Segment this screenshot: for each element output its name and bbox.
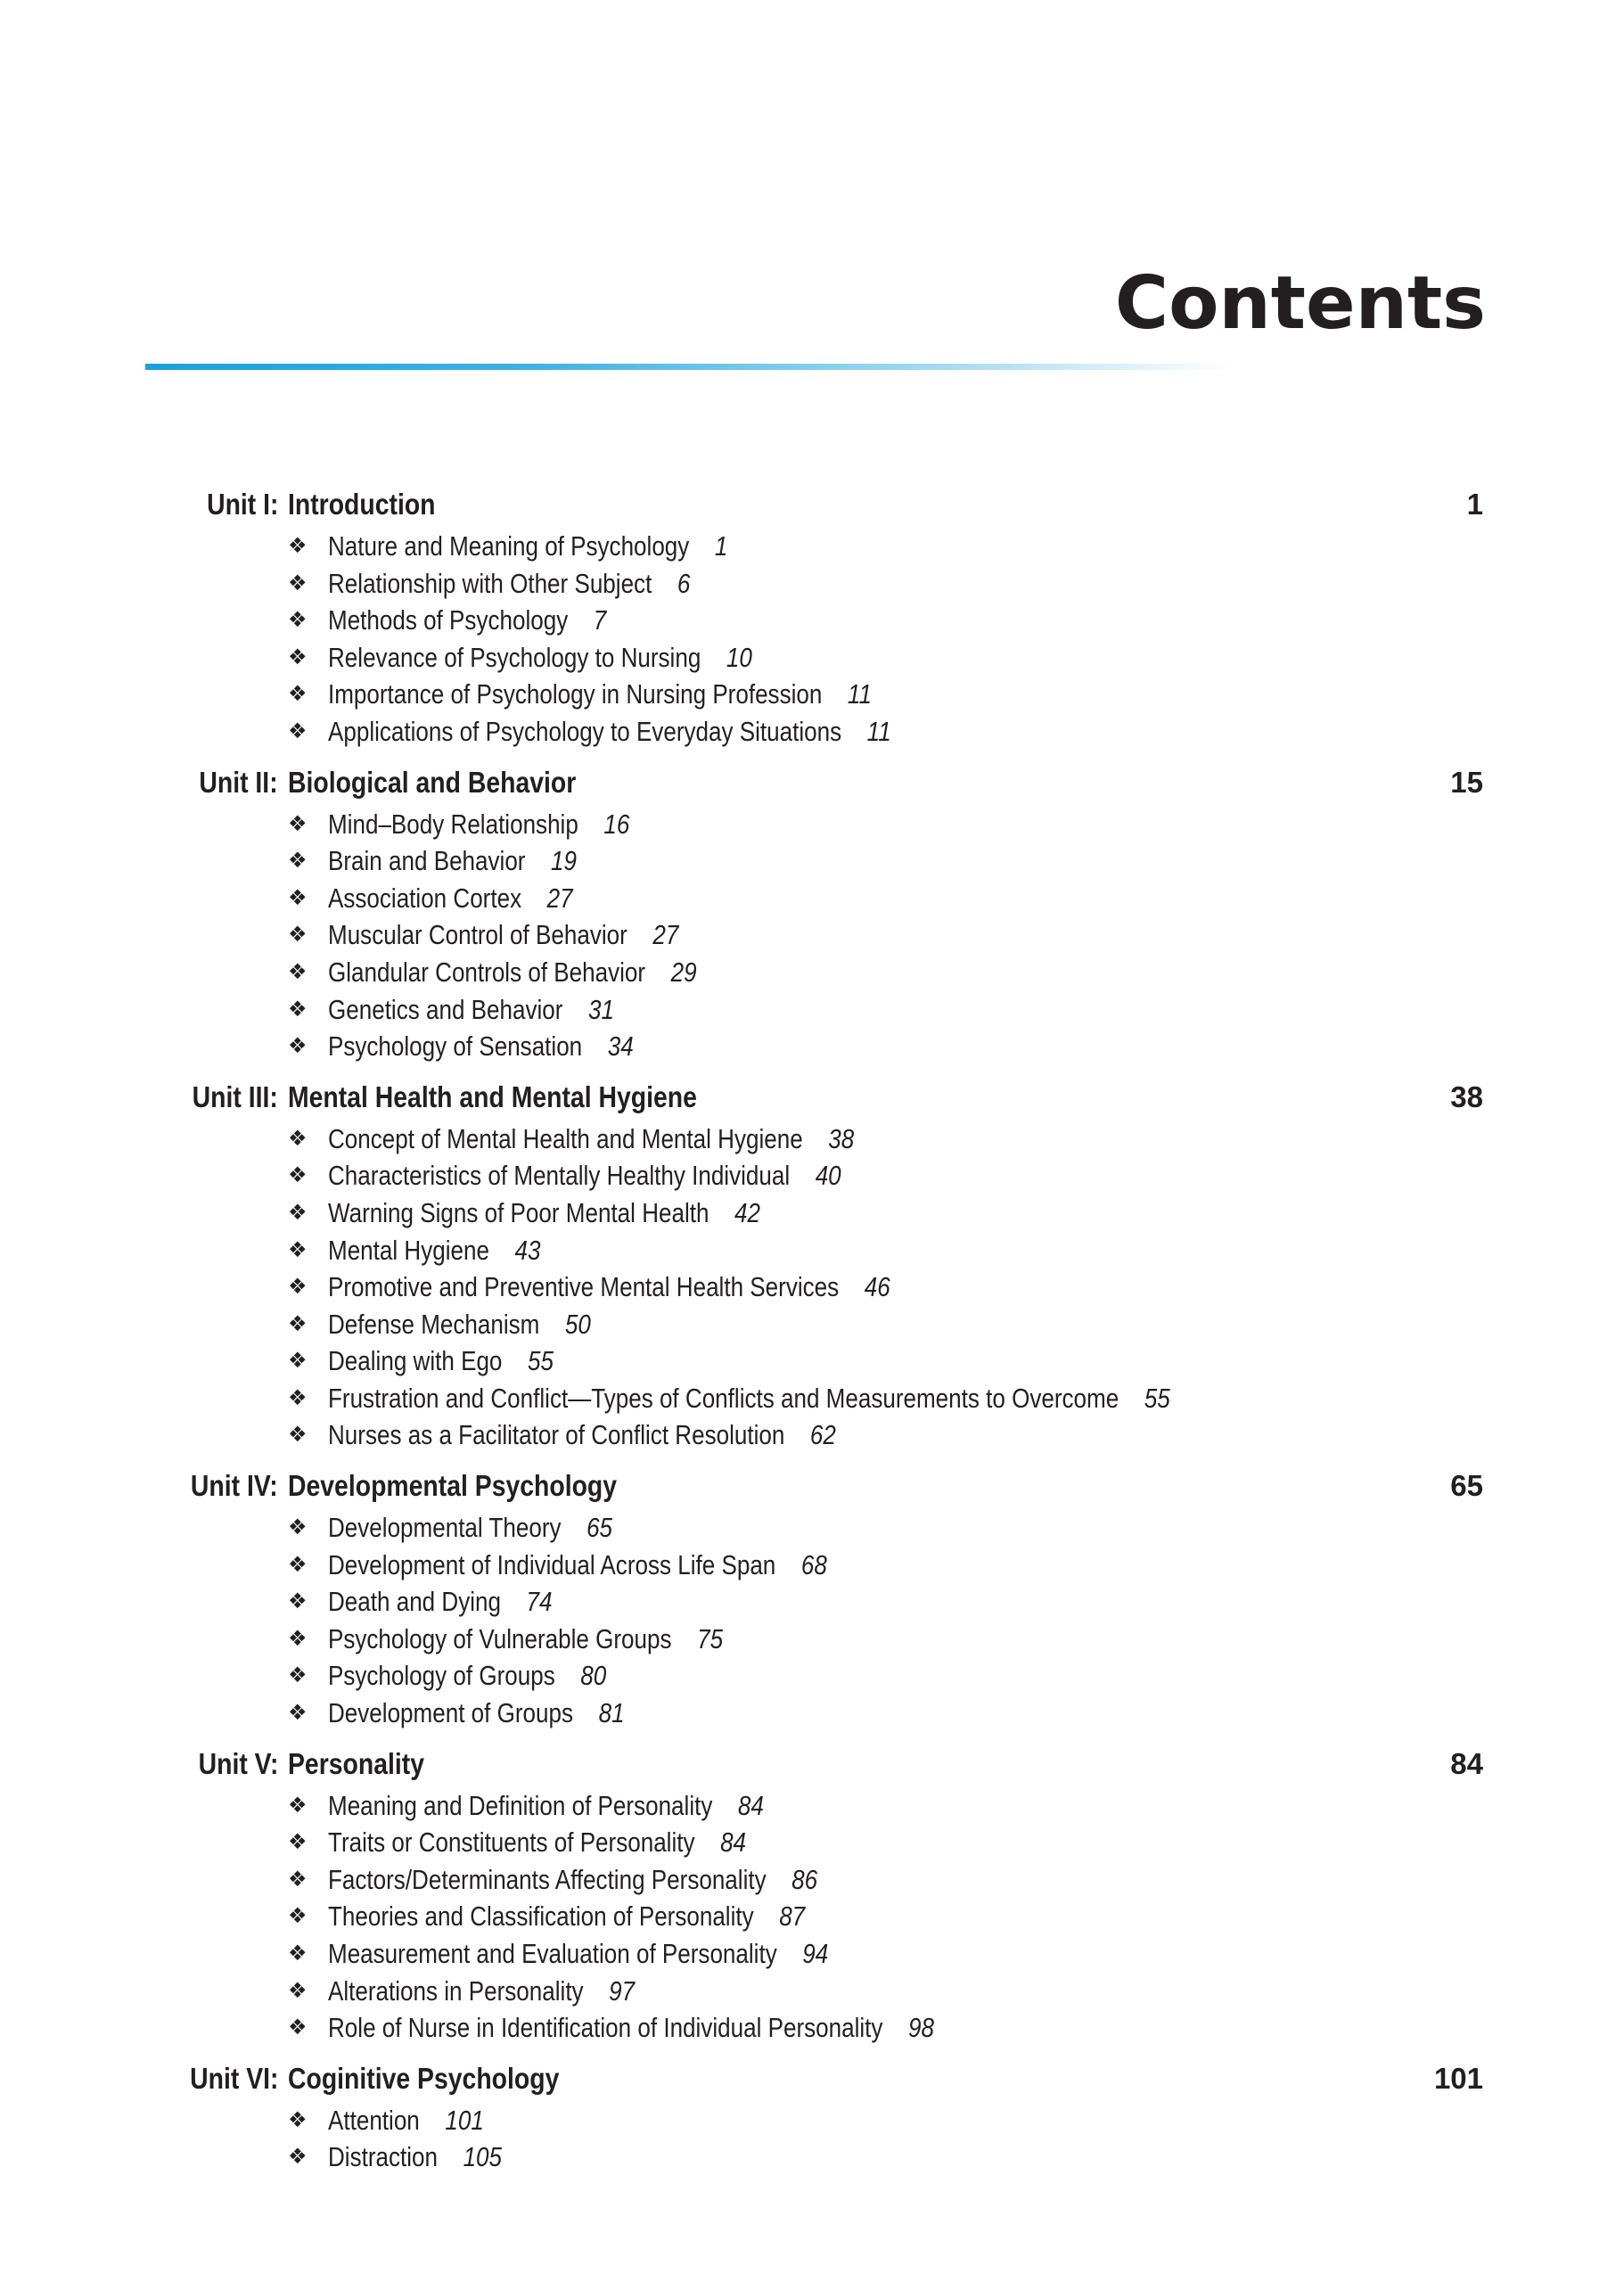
unit-title: Personality [288,1746,425,1780]
topic-item[interactable] [0,842,1624,880]
diamond-bullet-icon: ❖ [288,1552,308,1577]
diamond-bullet-icon: ❖ [288,1904,308,1929]
topic-item[interactable] [0,880,1624,917]
unit-label: Unit V: [198,1746,278,1780]
topic-page-number: 6 [677,567,691,599]
unit-page-number: 84 [1450,1746,1483,1780]
topic-text [328,1157,841,1194]
diamond-bullet-icon: ❖ [288,959,308,984]
topic-item[interactable] [0,1342,1624,1380]
topic-text [328,1232,540,1269]
unit-heading[interactable] [0,1741,1624,1787]
topic-text [328,842,577,880]
unit-label: Unit II: [199,765,278,799]
topic-page-number: 11 [847,678,872,710]
diamond-bullet-icon: ❖ [288,1793,308,1818]
diamond-bullet-icon: ❖ [288,1163,308,1188]
toc-unit [0,1741,1624,2047]
topic-title: Relevance of Psychology to Nursing [328,641,701,673]
topic-text [328,806,629,843]
diamond-bullet-icon: ❖ [288,923,308,948]
unit-page-number: 15 [1450,765,1483,799]
topic-item[interactable] [0,1194,1624,1232]
topic-page-number: 94 [802,1938,829,1969]
topic-title: Developmental Theory [328,1512,562,1544]
topic-text [328,1695,625,1732]
topic-item[interactable] [0,954,1624,991]
unit-title: Mental Health and Mental Hygiene [288,1079,697,1113]
diamond-bullet-icon: ❖ [288,2145,308,2170]
topic-title: Importance of Psychology in Nursing Profession [328,678,823,710]
topic-title: Meaning and Definition of Personality [328,1789,713,1821]
diamond-bullet-icon: ❖ [288,718,308,743]
topic-text [328,639,752,677]
topic-title: Concept of Mental Health and Mental Hygiene [328,1122,803,1154]
topic-title: Frustration and Conflict—Types of Conflicts and Measurements to Overcome [328,1382,1120,1414]
topic-title: Promotive and Preventive Mental Health Services [328,1271,840,1303]
unit-title: Coginitive Psychology [288,2061,560,2095]
topic-item[interactable] [0,1306,1624,1343]
diamond-bullet-icon: ❖ [288,849,308,874]
topic-title: Role of Nurse in Identification of Individual Personality [328,2012,883,2044]
topic-text [328,602,606,639]
topic-text [328,1380,1170,1417]
topic-page-number: 10 [726,641,752,673]
topic-page-number: 40 [815,1160,841,1192]
topic-text [328,1973,635,2010]
diamond-bullet-icon: ❖ [288,1867,308,1892]
title-rule [145,364,1233,370]
topic-page-number: 87 [779,1900,806,1933]
topic-text [328,1935,828,1973]
topic-title: Warning Signs of Poor Mental Health [328,1196,709,1228]
topic-item[interactable] [0,2138,1624,2176]
topic-title: Alterations in Personality [328,1974,584,2007]
diamond-bullet-icon: ❖ [288,1349,308,1374]
topic-page-number: 7 [593,604,607,636]
topic-item[interactable] [0,2102,1624,2139]
unit-page-number: 38 [1450,1079,1483,1113]
diamond-bullet-icon: ❖ [288,682,308,707]
unit-heading[interactable] [0,1074,1624,1120]
topic-item[interactable] [0,1657,1624,1695]
diamond-bullet-icon: ❖ [288,2015,308,2040]
unit-label: Unit I: [206,488,278,521]
unit-page-number: 101 [1433,2061,1483,2095]
topic-item[interactable] [0,1120,1624,1158]
topic-item[interactable] [0,1787,1624,1825]
topic-page-number: 42 [734,1196,760,1228]
topic-list [0,2102,1624,2176]
topic-text [328,1547,827,1584]
topic-title: Factors/Determinants Affecting Personality [328,1863,767,1895]
diamond-bullet-icon: ❖ [288,1237,308,1262]
unit-title: Developmental Psychology [288,1469,618,1503]
topic-page-number: 80 [580,1660,607,1692]
topic-title: Psychology of Groups [328,1660,555,1692]
topic-page-number: 27 [652,919,679,951]
topic-title: Association Cortex [328,882,522,914]
unit-heading[interactable] [0,759,1624,806]
topic-item[interactable] [0,1695,1624,1732]
topic-item[interactable] [0,639,1624,677]
topic-item[interactable] [0,1898,1624,1935]
topic-title: Attention [328,2104,420,2136]
topic-page-number: 62 [809,1419,836,1451]
diamond-bullet-icon: ❖ [288,570,308,595]
topic-item[interactable] [0,1935,1624,1973]
toc-unit [0,481,1624,751]
unit-heading[interactable] [0,481,1624,528]
topic-text [328,954,697,991]
diamond-bullet-icon: ❖ [288,885,308,910]
diamond-bullet-icon: ❖ [288,1311,308,1336]
diamond-bullet-icon: ❖ [288,1423,308,1448]
topic-list [0,1787,1624,2047]
topic-text [328,1120,854,1158]
topic-page-number: 1 [714,530,728,562]
diamond-bullet-icon: ❖ [288,811,308,836]
topic-title: Methods of Psychology [328,604,569,636]
topic-page-number: 38 [828,1122,855,1154]
topic-item[interactable] [0,1583,1624,1621]
topic-title: Theories and Classification of Personality [328,1900,754,1933]
topic-text [328,2138,502,2176]
topic-item[interactable] [0,1028,1624,1065]
topic-list [0,806,1624,1065]
topic-item[interactable] [0,1824,1624,1861]
topic-list [0,528,1624,751]
topic-text [328,1861,817,1899]
diamond-bullet-icon: ❖ [288,534,308,558]
topic-item[interactable] [0,1547,1624,1584]
topic-title: Brain and Behavior [328,845,526,877]
topic-page-number: 101 [445,2104,484,2136]
topic-page-number: 65 [586,1512,613,1544]
unit-label: Unit IV: [191,1469,278,1503]
unit-label: Unit VI: [189,2061,278,2095]
topic-page-number: 11 [866,715,891,747]
topic-page-number: 50 [564,1308,591,1340]
diamond-bullet-icon: ❖ [288,1515,308,1540]
topic-item[interactable] [0,1973,1624,2010]
toc-unit [0,759,1624,1065]
topic-page-number: 74 [526,1586,553,1618]
topic-title: Death and Dying [328,1586,501,1618]
unit-heading[interactable] [0,2056,1624,2102]
unit-title: Biological and Behavior [288,765,577,799]
topic-title: Relationship with Other Subject [328,567,652,599]
unit-heading[interactable] [0,1463,1624,1509]
topic-text [328,1416,836,1454]
diamond-bullet-icon: ❖ [288,1034,308,1059]
topic-text [328,1194,760,1232]
topic-item[interactable] [0,676,1624,713]
topic-title: Traits or Constituents of Personality [328,1826,695,1859]
topic-text [328,1342,554,1380]
topic-text [328,991,614,1029]
topic-page-number: 16 [603,808,630,840]
topic-title: Mind–Body Relationship [328,808,578,840]
topic-text [328,1621,723,1658]
diamond-bullet-icon: ❖ [288,997,308,1022]
topic-text [328,528,727,565]
topic-text [328,1657,606,1695]
topic-title: Mental Hygiene [328,1234,489,1266]
topic-page-number: 55 [527,1345,554,1377]
diamond-bullet-icon: ❖ [288,1978,308,2003]
topic-title: Applications of Psychology to Everyday Situations [328,715,842,747]
topic-title: Measurement and Evaluation of Personality [328,1938,777,1969]
topic-title: Dealing with Ego [328,1345,503,1377]
unit-page-number: 65 [1450,1469,1483,1503]
topic-item[interactable] [0,916,1624,954]
topic-item[interactable] [0,806,1624,843]
topic-title: Genetics and Behavior [328,993,563,1025]
topic-title: Characteristics of Mentally Healthy Individual [328,1160,791,1192]
diamond-bullet-icon: ❖ [288,1589,308,1614]
diamond-bullet-icon: ❖ [288,608,308,633]
topic-title: Distraction [328,2141,439,2173]
topic-item[interactable] [0,1509,1624,1547]
topic-page-number: 86 [791,1863,818,1895]
topic-page-number: 81 [598,1697,625,1729]
diamond-bullet-icon: ❖ [288,1275,308,1300]
unit-label: Unit III: [192,1079,278,1113]
toc-unit [0,2056,1624,2176]
topic-list [0,1509,1624,1732]
diamond-bullet-icon: ❖ [288,1626,308,1651]
topic-item[interactable] [0,1380,1624,1417]
diamond-bullet-icon: ❖ [288,644,308,669]
topic-text [328,2102,484,2139]
topic-title: Development of Individual Across Life Span [328,1548,776,1580]
topic-text [328,676,872,713]
diamond-bullet-icon: ❖ [288,1385,308,1410]
topic-text [328,916,678,954]
topic-text [328,1268,890,1306]
unit-page-number: 1 [1466,488,1483,521]
topic-item[interactable] [0,565,1624,603]
topic-page-number: 55 [1144,1382,1170,1414]
topic-title: Muscular Control of Behavior [328,919,627,951]
topic-page-number: 98 [907,2012,934,2044]
topic-text [328,713,891,751]
diamond-bullet-icon: ❖ [288,1830,308,1855]
unit-title: Introduction [288,488,436,521]
topic-item[interactable] [0,602,1624,639]
topic-title: Development of Groups [328,1697,574,1729]
topic-page-number: 105 [463,2141,503,2173]
topic-page-number: 84 [720,1826,747,1859]
topic-page-number: 31 [588,993,614,1025]
topic-text [328,1824,746,1861]
topic-item[interactable] [0,1621,1624,1658]
topic-title: Glandular Controls of Behavior [328,956,646,988]
topic-page-number: 19 [551,845,578,877]
topic-page-number: 29 [670,956,697,988]
topic-text [328,1583,553,1621]
diamond-bullet-icon: ❖ [288,1663,308,1688]
topic-text [328,1306,591,1343]
diamond-bullet-icon: ❖ [288,2107,308,2132]
topic-item[interactable] [0,1232,1624,1269]
topic-item[interactable] [0,991,1624,1029]
topic-item[interactable] [0,713,1624,751]
topic-text [328,1028,634,1065]
diamond-bullet-icon: ❖ [288,1200,308,1225]
topic-item[interactable] [0,1416,1624,1454]
topic-item[interactable] [0,1861,1624,1899]
topic-title: Psychology of Vulnerable Groups [328,1622,672,1654]
topic-text [328,1787,764,1825]
topic-title: Nurses as a Facilitator of Conflict Resolution [328,1419,785,1451]
topic-list [0,1120,1624,1454]
topic-item[interactable] [0,1157,1624,1194]
topic-text [328,1898,805,1935]
diamond-bullet-icon: ❖ [288,1701,308,1726]
topic-page-number: 43 [514,1234,541,1266]
topic-page-number: 75 [697,1622,724,1654]
topic-title: Psychology of Sensation [328,1030,583,1063]
topic-page-number: 34 [607,1030,634,1063]
topic-title: Nature and Meaning of Psychology [328,530,690,562]
topic-page-number: 97 [609,1974,636,2007]
topic-text [328,565,690,603]
diamond-bullet-icon: ❖ [288,1126,308,1151]
table-of-contents [0,481,1624,2185]
topic-page-number: 27 [546,882,573,914]
topic-text [328,2009,934,2047]
topic-item[interactable] [0,528,1624,565]
topic-page-number: 46 [864,1271,890,1303]
toc-unit [0,1074,1624,1454]
topic-page-number: 68 [800,1548,827,1580]
page-title: Contents [1114,261,1486,346]
topic-text [328,1509,612,1547]
topic-item[interactable] [0,1268,1624,1306]
topic-item[interactable] [0,2009,1624,2047]
topic-title: Defense Mechanism [328,1308,540,1340]
topic-text [328,880,573,917]
topic-page-number: 84 [737,1789,764,1821]
diamond-bullet-icon: ❖ [288,1941,308,1966]
toc-unit [0,1463,1624,1732]
